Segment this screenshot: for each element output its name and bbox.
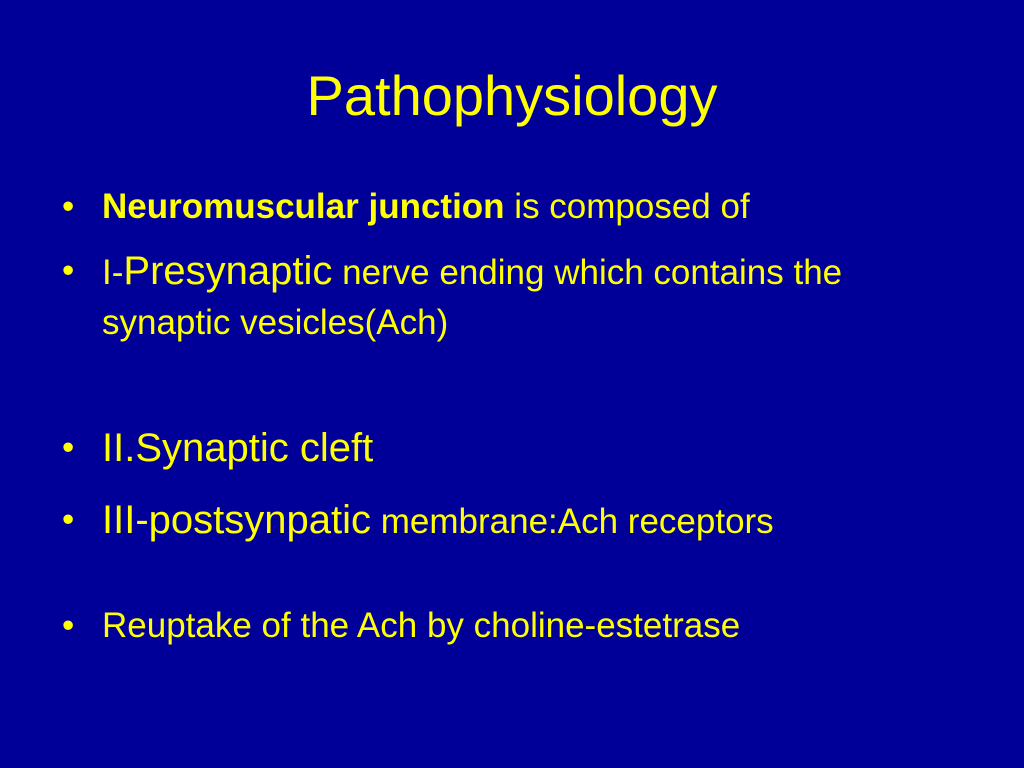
slide-title: Pathophysiology <box>306 64 718 127</box>
bullet-text <box>102 182 962 232</box>
bullet-item <box>62 246 962 348</box>
bullet-rest-text: membrane:Ach receptors <box>371 502 774 541</box>
bullet-dot-icon: • <box>62 428 75 467</box>
bullet-rest-text: is composed of <box>504 187 750 226</box>
bullet-text <box>102 246 962 348</box>
bullet-large-text: III-postsynpatic <box>102 498 372 542</box>
bullet-large-text: II.Synaptic cleft <box>102 426 374 470</box>
bullet-prefix-text: I- <box>102 253 124 292</box>
bullet-dot-icon: • <box>62 606 75 645</box>
bullet-item <box>62 601 962 651</box>
bullet-dot-icon: • <box>62 251 75 290</box>
bullet-large-text: Presynaptic <box>123 249 333 293</box>
bullet-item <box>62 495 962 547</box>
bullet-rest-text: Reuptake of the Ach by choline-estetrase <box>102 606 741 645</box>
bullet-dot-icon: • <box>62 187 75 226</box>
bullet-dot-icon: • <box>62 500 75 539</box>
bullet-bold-text: Neuromuscular junction <box>102 187 505 226</box>
bullet-text <box>102 495 962 547</box>
bullet-rest-text: nerve ending which contains the synaptic vesicles(Ach) <box>102 253 843 342</box>
bullet-item <box>62 423 962 473</box>
bullet-item <box>62 182 962 232</box>
